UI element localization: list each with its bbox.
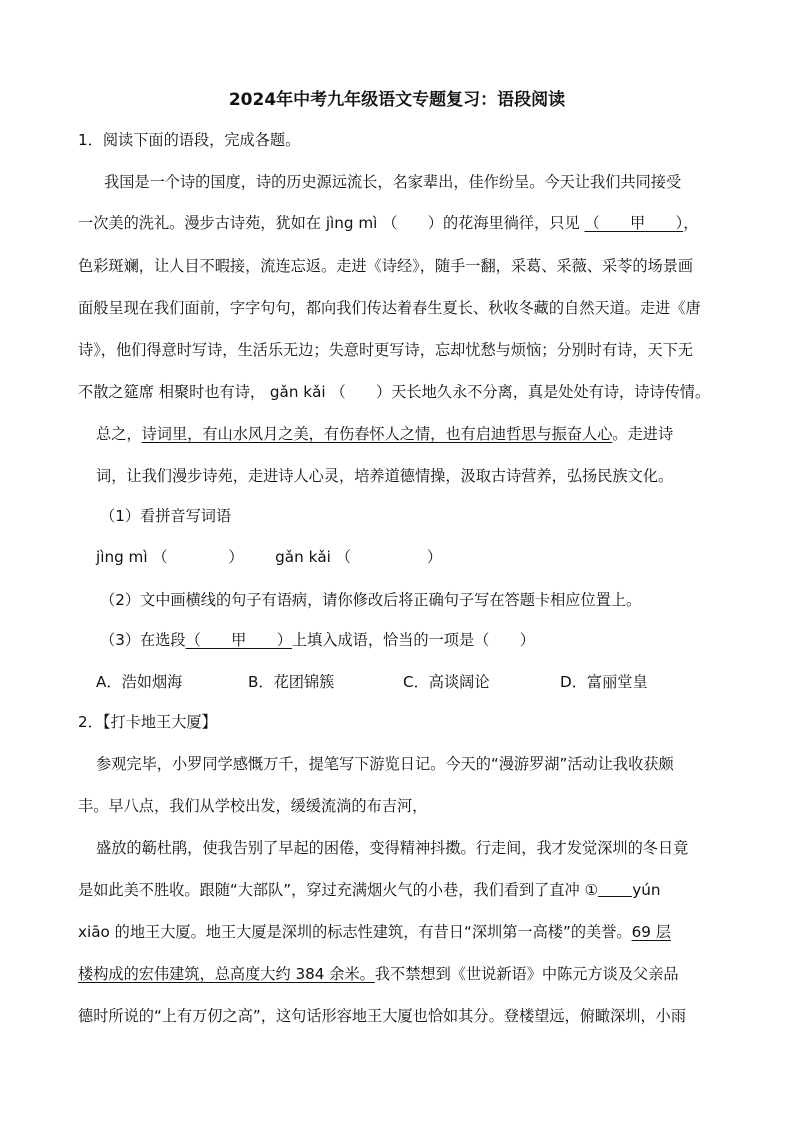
answer-paren-1[interactable]: （ ） [152, 548, 244, 566]
q2-line-7: 德时所说的“上有万仞之高”，这句话形容地王大厦也恰如其分。登楼望远，俯瞰深圳，小雨 [78, 1007, 687, 1025]
answer-blank[interactable] [598, 880, 632, 897]
q2-line-1: 参观完毕，小罗同学感慨万千，提笔写下游览日记。今天的“漫游罗湖”活动让我收获颇 [96, 755, 674, 773]
text-segment: 是如此美不胜收。跟随“大部队”，穿过充满烟火气的小巷，我们看到了直冲 [78, 881, 580, 899]
answer-paren-2[interactable]: （ ） [335, 548, 443, 566]
underlined-fact-2: 楼构成的宏伟建筑，总高度大约 384 余米。 [78, 965, 375, 983]
text-segment: 上填入成语，恰当的一项是（ ） [291, 631, 535, 649]
text-segment: 总之， [96, 425, 142, 443]
underlined-fact-1: 69 层 [631, 923, 671, 941]
q1-paragraph2-line-1 [96, 424, 673, 444]
q1-sub2: （2）文中画横线的句子有语病，请你修改后将正确句子写在答题卡相应位置上。 [100, 591, 642, 609]
text-segment: （ ）天长地久永不分离，真是处处有诗，诗诗传情。 [330, 383, 711, 401]
q1-paragraph2-line-2: 词，让我们漫步诗苑，走进诗人心灵，培养道德情操，汲取古诗营养，弘扬民族文化。 [96, 467, 674, 485]
blank-jia: （ 甲 ） [584, 214, 684, 232]
text-segment: 的地王大厦。地王大厦是深圳的标志性建筑，有昔日“深圳第一高楼”的美誉。 [114, 923, 632, 941]
pinyin-jingmi-label: jìng mì [96, 548, 148, 566]
text-segment: （ ）的花海里徜徉，只见 [382, 214, 580, 232]
q1-paragraph-line-3: 色彩斑斓，让人目不暇接，流连忘返。走进《诗经》，随手一翻，采葛、采薇、采苓的场景画 [78, 257, 694, 275]
q1-sub3 [100, 630, 535, 650]
blank-number-1: ① [584, 881, 599, 899]
text-segment: 不散之筵席 相聚时也有诗， [78, 383, 266, 401]
q1-paragraph-line-6 [78, 382, 710, 402]
q2-line-2: 丰。早八点，我们从学校出发，缓缓流淌的布吉河， [78, 797, 428, 815]
option-a[interactable]: A．浩如烟海 [96, 673, 183, 691]
q2-line-6 [78, 964, 679, 984]
pinyin-xiao: xiāo [78, 923, 110, 941]
text-segment: （3）在选段 [100, 631, 186, 649]
q1-paragraph-line-2 [78, 213, 698, 233]
text-segment: ， [683, 214, 699, 232]
option-d[interactable]: D．富丽堂皇 [560, 673, 648, 691]
pinyin-yun: yún [632, 881, 661, 899]
q1-paragraph-line-5: 诗》，他们得意时写诗，生活乐无边；失意时更写诗，忘却忧愁与烦恼；分别时有诗，天下无 [78, 341, 694, 359]
q2-line-4 [78, 880, 660, 900]
pinyin-gankai-label: gǎn kǎi [275, 548, 331, 566]
q1-paragraph-line-4: 面般呈现在我们面前，字字句句，都向我们传达着春生夏长、秋收冬藏的自然天道。走进《唐 [78, 299, 701, 317]
blank-jia-ref: （ 甲 ） [185, 631, 292, 649]
text-segment: 我不禁想到《世说新语》中陈元方谈及父亲品 [374, 965, 679, 983]
q1-sub1: （1）看拼音写词语 [100, 507, 232, 525]
q1-sub1-answer [96, 547, 442, 567]
underlined-sentence: 诗词里，有山水风月之美，有伤春怀人之情，也有启迪哲思与振奋人心 [141, 425, 613, 443]
text-segment: 一次美的洗礼。漫步古诗苑，犹如在 [78, 214, 321, 232]
option-b[interactable]: B．花团锦簇 [248, 673, 335, 691]
text-segment: 。走进诗 [612, 425, 674, 443]
q1-heading: 1．阅读下面的语段，完成各题。 [78, 131, 301, 149]
option-c[interactable]: C．高谈阔论 [403, 673, 490, 691]
page-title: 2024年中考九年级语文专题复习：语段阅读 [228, 90, 566, 110]
q2-line-3: 盛放的簕杜鹃，使我告别了早起的困倦，变得精神抖擞。行走间，我才发觉深圳的冬日竟 [96, 839, 689, 857]
q2-heading: 2．【打卡地王大厦】 [78, 713, 217, 731]
q1-paragraph-line-1: 我国是一个诗的国度，诗的历史源远流长，名家辈出，佳作纷呈。今天让我们共同接受 [104, 173, 682, 191]
q2-line-5 [78, 922, 671, 942]
pinyin-jingmi: jìng mì [325, 214, 378, 232]
pinyin-gankai: gǎn kǎi [269, 383, 326, 401]
